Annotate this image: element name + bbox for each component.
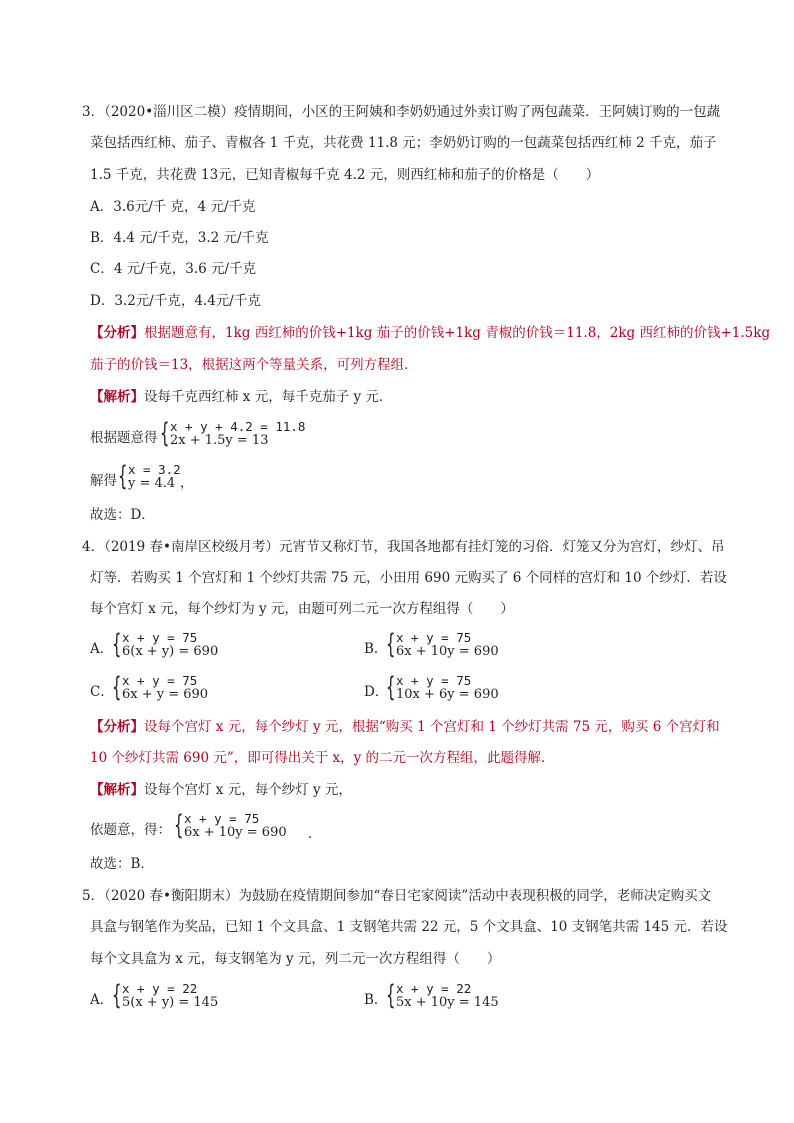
q4-analysis-line2: 10 个纱灯共需 690 元”，即可得出关于 x，y 的二元一次方程组，此题得解． — [90, 750, 555, 766]
q5-option-b-eq2: 5x + 10y = 145 — [396, 995, 499, 1010]
brace-icon: { — [386, 629, 396, 660]
q5-option-a-eq1: x + y = 22 — [122, 981, 198, 996]
q4-analysis-line1 — [90, 718, 720, 736]
brace-icon: { — [112, 980, 122, 1011]
solution-tag: 【解析】 — [90, 782, 144, 798]
q3-option-d: D．3.2元/千克，4.4元/千克 — [90, 293, 261, 309]
q4-option-b — [364, 629, 604, 665]
q3-solve-tail: ， — [180, 475, 194, 491]
q4-option-c-eq2: 6x + y = 690 — [122, 687, 209, 702]
q3-solution-line1 — [90, 388, 392, 406]
q4-answer: 故选：B． — [90, 856, 154, 872]
q3-solution-text: 设每千克西红柿 x 元，每千克茄子 y 元． — [144, 389, 393, 405]
q4-analysis-text: 设每个宫灯 x 元，每个纱灯 y 元，根据“购买 1 个宫灯和 1 个纱灯共需 75 元，购买 6 个宫灯和 — [144, 719, 720, 735]
q4-setup-eq1: x + y = 75 — [184, 811, 260, 826]
q5-option-b-eq1: x + y = 22 — [396, 981, 472, 996]
q4-solution-line1 — [90, 781, 352, 799]
q4-setup-eq2: 6x + 10y = 690 — [184, 825, 287, 840]
q3-stem-line2: 菜包括西红柿、茄子、青椒各 1 千克，共花费 11.8 元；李奶奶订购的一包蔬菜包括西红柿 2 千克，茄子 — [90, 135, 717, 151]
brace-icon: { — [174, 810, 184, 841]
q3-stem-line1: 3．（2020•淄川区二模）疫情期间，小区的王阿姨和李奶奶通过外卖订购了两包蔬菜．王阿姨订购的一包蔬 — [82, 104, 721, 120]
q4-option-c — [90, 672, 330, 708]
brace-icon: { — [118, 461, 128, 492]
q4-setup-label: 依题意，得： — [90, 822, 171, 838]
q4-stem-line3: 每个宫灯 x 元，每个纱灯为 y 元，由题可列二元一次方程组得（ ） — [90, 601, 514, 617]
q5-stem-line1: 5．（2020 春•衡阳期末）为鼓励在疫情期间参加“春日宅家阅读”活动中表现积极的同学，老师决定购买文 — [82, 888, 712, 904]
q5-option-a-eq2: 5(x + y) = 145 — [122, 995, 219, 1010]
brace-icon: { — [160, 418, 170, 449]
q4-option-a — [90, 629, 330, 665]
q4-option-d — [364, 672, 604, 708]
q3-solve-system — [90, 461, 290, 497]
q4-option-a-eq2: 6(x + y) = 690 — [122, 644, 219, 659]
analysis-tag: 【分析】 — [90, 325, 144, 341]
brace-icon: { — [112, 672, 122, 703]
q3-analysis-text: 根据题意有，1kg 西红柿的价钱+1kg 茄子的价钱+1kg 青椒的价钱＝11.8，2kg 西红柿的价钱+1.5kg — [144, 325, 771, 341]
q3-solve-eq2: y = 4.4 — [128, 476, 176, 491]
q4-setup-system — [90, 810, 410, 846]
q4-option-a-label: A． — [90, 641, 114, 657]
q4-option-a-eq1: x + y = 75 — [122, 630, 198, 645]
q5-stem-line3: 每个文具盒为 x 元，每支钢笔为 y 元，列二元一次方程组得（ ） — [90, 951, 501, 967]
q3-stem-line3: 1.5 千克，共花费 13元，已知青椒每千克 4.2 元，则西红柿和茄子的价格是（ ） — [90, 167, 600, 183]
q5-option-a — [90, 980, 330, 1016]
q3-analysis-line2: 茄子的价钱＝13，根据这两个等量关系，可列方程组． — [90, 357, 418, 373]
q3-answer: 故选：D． — [90, 507, 155, 523]
q4-option-c-eq1: x + y = 75 — [122, 673, 198, 688]
q4-option-c-label: C． — [90, 684, 114, 700]
q3-setup-label: 根据题意得 — [90, 430, 158, 446]
q4-option-d-label: D． — [364, 684, 389, 700]
q4-option-d-eq2: 10x + 6y = 690 — [396, 687, 499, 702]
analysis-tag: 【分析】 — [90, 719, 144, 735]
q4-stem-line1: 4．（2019 春•南岸区校级月考）元宵节又称灯节，我国各地都有挂灯笼的习俗．灯笼又分为宫灯，纱灯、吊 — [82, 539, 725, 555]
q3-setup-system — [90, 418, 390, 454]
brace-icon: { — [112, 629, 122, 660]
q5-stem-line2: 具盒与钢笔作为奖品，已知 1 个文具盒、1 支钢笔共需 22 元，5 个文具盒、10 支钢笔共需 145 元．若设 — [90, 919, 728, 935]
q4-setup-tail: ． — [308, 826, 322, 842]
q3-option-b: B．4.4 元/千克，3.2 元/千克 — [90, 230, 269, 246]
q4-option-d-eq1: x + y = 75 — [396, 673, 472, 688]
q4-stem-line2: 灯等．若购买 1 个宫灯和 1 个纱灯共需 75 元，小田用 690 元购买了 6 个同样的宫灯和 10 个纱灯．若设 — [90, 570, 727, 586]
q3-option-a: A．3.6元/千 克，4 元/千克 — [90, 199, 256, 215]
q4-option-b-label: B． — [364, 641, 388, 657]
q3-setup-eq2: 2x + 1.5y = 13 — [170, 433, 269, 448]
q5-option-b-label: B． — [364, 992, 388, 1008]
q5-option-b — [364, 980, 604, 1016]
q3-setup-eq1: x + y + 4.2 = 11.8 — [170, 419, 306, 434]
q3-analysis-line1 — [90, 324, 770, 342]
q4-solution-text: 设每个宫灯 x 元，每个纱灯 y 元， — [144, 782, 352, 798]
q3-solve-eq1: x = 3.2 — [128, 462, 181, 477]
q4-option-b-eq1: x + y = 75 — [396, 630, 472, 645]
brace-icon: { — [386, 980, 396, 1011]
q5-option-a-label: A． — [90, 992, 114, 1008]
q4-option-b-eq2: 6x + 10y = 690 — [396, 644, 499, 659]
solution-tag: 【解析】 — [90, 389, 144, 405]
q3-solve-label: 解得 — [90, 473, 117, 489]
brace-icon: { — [386, 672, 396, 703]
q3-option-c: C．4 元/千克，3.6 元/千克 — [90, 261, 257, 277]
